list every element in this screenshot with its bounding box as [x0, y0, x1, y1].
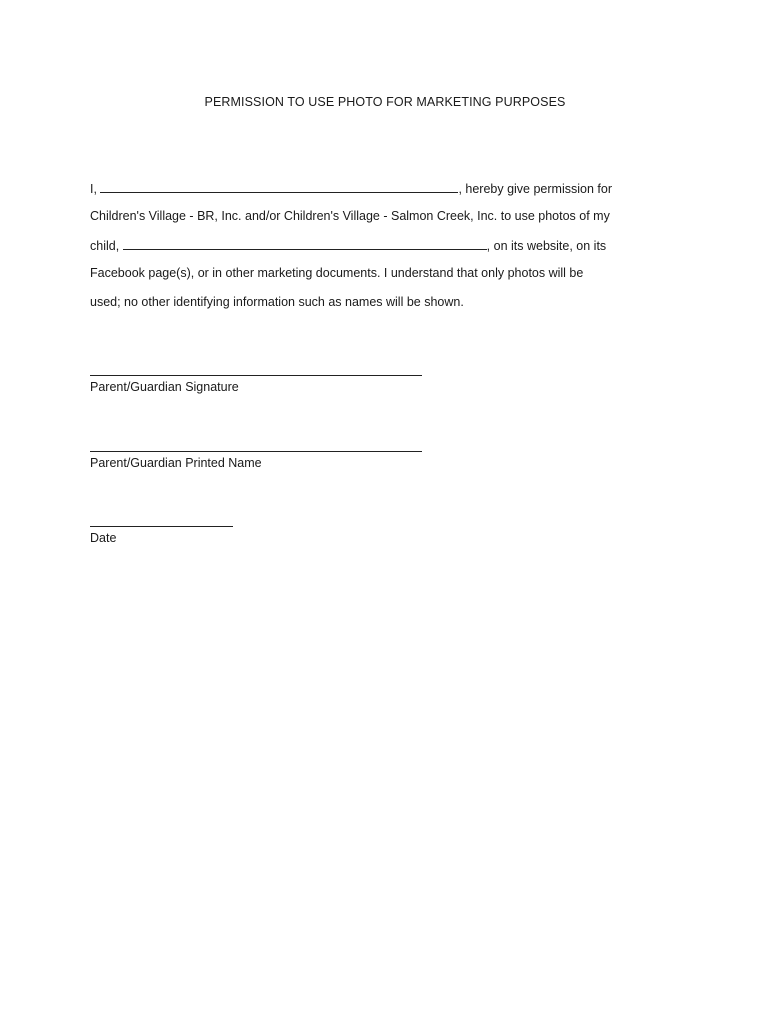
- paragraph-line-4: Facebook page(s), or in other marketing documents. I understand that only photos will be: [90, 266, 584, 280]
- signature-label: Parent/Guardian Signature: [90, 380, 239, 394]
- printed-name-line[interactable]: [90, 451, 422, 452]
- signature-line[interactable]: [90, 375, 422, 376]
- document-title: PERMISSION TO USE PHOTO FOR MARKETING PURPOSES: [204, 95, 566, 109]
- paragraph-line-5: used; no other identifying information such as names will be shown.: [90, 295, 464, 309]
- line1-prefix: I,: [90, 182, 97, 196]
- line1-suffix: , hereby give permission for: [458, 182, 612, 196]
- child-name-blank-field[interactable]: [123, 237, 487, 250]
- paragraph-line-3: [90, 237, 606, 254]
- date-label: Date: [90, 531, 117, 545]
- date-line[interactable]: [90, 526, 233, 527]
- line3-suffix: , on its website, on its: [486, 239, 607, 253]
- paragraph-line-1: [90, 180, 612, 197]
- printed-name-label: Parent/Guardian Printed Name: [90, 456, 262, 470]
- paragraph-line-2: Children's Village - BR, Inc. and/or Children's Village - Salmon Creek, Inc. to use photos of my: [90, 209, 610, 223]
- name-blank-field[interactable]: [100, 180, 458, 193]
- line3-prefix: child,: [90, 239, 120, 253]
